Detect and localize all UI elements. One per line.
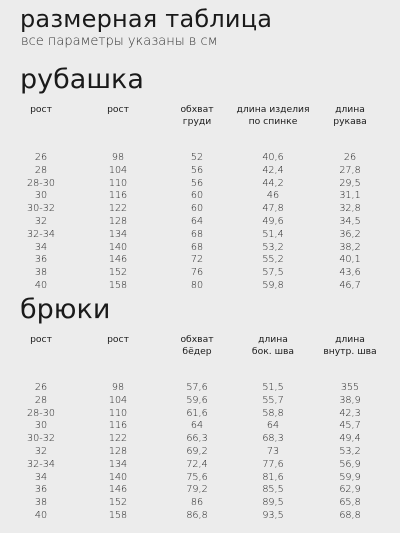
table-row (0, 254, 400, 267)
table-cell: 128 (108, 215, 128, 227)
table-cell: 81,6 (262, 471, 284, 483)
table-cell: 38 (34, 267, 48, 279)
table-row (0, 267, 400, 280)
column-header (180, 334, 213, 358)
table-cell: 86 (190, 497, 204, 509)
column-header-line: рукава (333, 116, 367, 127)
table-header-row (0, 104, 400, 142)
table-cell: 110 (108, 177, 128, 189)
column-header-line: рост (107, 334, 129, 345)
table-cell: 30 (34, 420, 48, 432)
table-cell: 40 (34, 509, 48, 521)
table-cell: 29,5 (339, 177, 361, 189)
table-cell: 93,5 (262, 509, 284, 521)
pants-section-title: брюки (20, 294, 111, 325)
table-row (0, 216, 400, 229)
table-cell: 134 (108, 458, 128, 470)
column-header-line: обхват (180, 104, 214, 115)
table-cell: 30-32 (27, 203, 55, 215)
column-header (180, 104, 213, 128)
table-cell: 64 (266, 420, 280, 432)
table-cell: 32-34 (27, 458, 55, 470)
table-cell: 76 (190, 267, 204, 279)
table-cell: 26 (34, 152, 48, 163)
column-header-line: внутр. шва (323, 346, 377, 357)
table-cell: 72,4 (186, 458, 208, 470)
table-cell: 55,2 (262, 254, 284, 266)
table-cell: 28-30 (27, 407, 55, 419)
table-cell: 56 (190, 164, 204, 176)
table-cell: 68 (190, 228, 204, 240)
table-cell: 98 (111, 382, 125, 393)
table-cell: 140 (108, 241, 128, 253)
column-header (323, 334, 376, 358)
table-cell: 34 (34, 241, 48, 253)
table-row (0, 510, 400, 523)
table-cell: 73 (266, 445, 280, 457)
table-cell: 89,5 (262, 497, 284, 509)
table-cell: 40 (34, 279, 48, 291)
column-header (333, 104, 367, 128)
table-cell: 36 (34, 254, 48, 266)
table-cell: 122 (108, 433, 128, 445)
table-cell: 28 (34, 394, 48, 406)
table-cell: 53,2 (262, 241, 284, 253)
table-cell: 51,4 (262, 228, 284, 240)
table-cell: 57,6 (186, 382, 208, 393)
table-cell: 51,5 (262, 382, 284, 393)
table-row (0, 484, 400, 497)
table-cell: 79,2 (186, 484, 208, 496)
column-header (252, 334, 294, 358)
table-cell: 28-30 (27, 177, 55, 189)
table-row (0, 459, 400, 472)
column-header-line: бок. шва (251, 346, 295, 357)
table-cell: 32 (34, 215, 48, 227)
table-row (0, 165, 400, 178)
table-cell: 49,4 (339, 433, 361, 445)
table-cell: 140 (108, 471, 128, 483)
table-row (0, 472, 400, 485)
table-cell: 32,8 (339, 203, 361, 215)
table-cell: 60 (190, 203, 204, 215)
table-row (0, 280, 400, 293)
table-cell: 38,2 (339, 241, 361, 253)
table-cell: 134 (108, 228, 128, 240)
table-cell: 60 (190, 190, 204, 202)
table-cell: 80 (190, 279, 204, 291)
column-header-line: по спинке (248, 116, 298, 127)
table-row (0, 395, 400, 408)
table-cell: 146 (108, 254, 128, 266)
table-cell: 52 (190, 152, 204, 163)
table-cell: 355 (340, 382, 360, 393)
column-header-line: длина (335, 334, 365, 345)
table-cell: 32-34 (27, 228, 55, 240)
table-cell: 64 (190, 215, 204, 227)
table-cell: 68 (190, 241, 204, 253)
table-cell: 34,5 (339, 215, 361, 227)
column-header-line: бёдер (182, 346, 212, 357)
pants-size-table (0, 334, 400, 523)
column-header-line: длина (335, 104, 365, 115)
table-cell: 45,7 (339, 420, 361, 432)
table-cell: 36 (34, 484, 48, 496)
table-cell: 62,9 (339, 484, 361, 496)
column-header (30, 104, 52, 116)
table-cell: 42,3 (339, 407, 361, 419)
table-cell: 55,7 (262, 394, 284, 406)
table-row (0, 433, 400, 446)
table-cell: 30-32 (27, 433, 55, 445)
column-header-line: рост (107, 104, 129, 115)
column-header-line: рост (30, 104, 52, 115)
table-cell: 46 (266, 190, 280, 202)
column-header-line: груди (182, 116, 212, 127)
table-row (0, 152, 400, 165)
table-row (0, 190, 400, 203)
table-cell: 53,2 (339, 445, 361, 457)
column-header (107, 334, 129, 346)
table-cell: 44,2 (262, 177, 284, 189)
table-cell: 158 (108, 509, 128, 521)
table-cell: 31,1 (339, 190, 361, 202)
table-cell: 152 (108, 267, 128, 279)
table-cell: 36,2 (339, 228, 361, 240)
table-cell: 58,8 (262, 407, 284, 419)
table-cell: 72 (190, 254, 204, 266)
table-cell: 32 (34, 445, 48, 457)
table-cell: 104 (108, 164, 128, 176)
table-cell: 128 (108, 445, 128, 457)
table-cell: 56,9 (339, 458, 361, 470)
shirt-section-title: рубашка (20, 64, 144, 95)
table-cell: 146 (108, 484, 128, 496)
table-cell: 38 (34, 497, 48, 509)
table-row (0, 382, 400, 395)
column-header-line: длина (258, 334, 288, 345)
table-cell: 46,7 (339, 279, 361, 291)
table-cell: 59,9 (339, 471, 361, 483)
table-cell: 85,5 (262, 484, 284, 496)
table-cell: 116 (108, 420, 128, 432)
table-row (0, 446, 400, 459)
table-cell: 77,6 (262, 458, 284, 470)
table-cell: 30 (34, 190, 48, 202)
table-cell: 69,2 (186, 445, 208, 457)
column-header (237, 104, 310, 128)
table-cell: 28 (34, 164, 48, 176)
table-cell: 152 (108, 497, 128, 509)
table-cell: 34 (34, 471, 48, 483)
table-cell: 57,5 (262, 267, 284, 279)
table-cell: 158 (108, 279, 128, 291)
table-cell: 59,6 (186, 394, 208, 406)
column-header (30, 334, 52, 346)
table-cell: 26 (34, 382, 48, 393)
table-cell: 116 (108, 190, 128, 202)
table-row (0, 420, 400, 433)
table-cell: 56 (190, 177, 204, 189)
table-row (0, 203, 400, 216)
table-row (0, 229, 400, 242)
table-cell: 98 (111, 152, 125, 163)
table-cell: 59,8 (262, 279, 284, 291)
table-cell: 27,8 (339, 164, 361, 176)
table-cell: 61,6 (186, 407, 208, 419)
table-cell: 64 (190, 420, 204, 432)
table-cell: 66,3 (186, 433, 208, 445)
table-cell: 86,8 (186, 509, 208, 521)
table-cell: 42,4 (262, 164, 284, 176)
table-cell: 104 (108, 394, 128, 406)
table-cell: 47,8 (262, 203, 284, 215)
column-header (107, 104, 129, 116)
table-cell: 26 (343, 152, 357, 163)
table-cell: 38,9 (339, 394, 361, 406)
table-cell: 110 (108, 407, 128, 419)
table-row (0, 408, 400, 421)
table-cell: 49,6 (262, 215, 284, 227)
table-cell: 40,6 (262, 152, 284, 163)
table-cell: 68,8 (339, 509, 361, 521)
shirt-size-table (0, 104, 400, 293)
table-cell: 65,8 (339, 497, 361, 509)
table-row (0, 497, 400, 510)
table-row (0, 242, 400, 255)
column-header-line: обхват (180, 334, 214, 345)
table-cell: 122 (108, 203, 128, 215)
table-header-row (0, 334, 400, 372)
table-cell: 40,1 (339, 254, 361, 266)
column-header-line: длина изделия (236, 104, 310, 115)
column-header-line: рост (30, 334, 52, 345)
table-row (0, 178, 400, 191)
page-subtitle: все параметры указаны в см (21, 34, 218, 49)
table-cell: 68,3 (262, 433, 284, 445)
page-title: размерная таблица (20, 5, 273, 33)
table-cell: 43,6 (339, 267, 361, 279)
table-cell: 75,6 (186, 471, 208, 483)
